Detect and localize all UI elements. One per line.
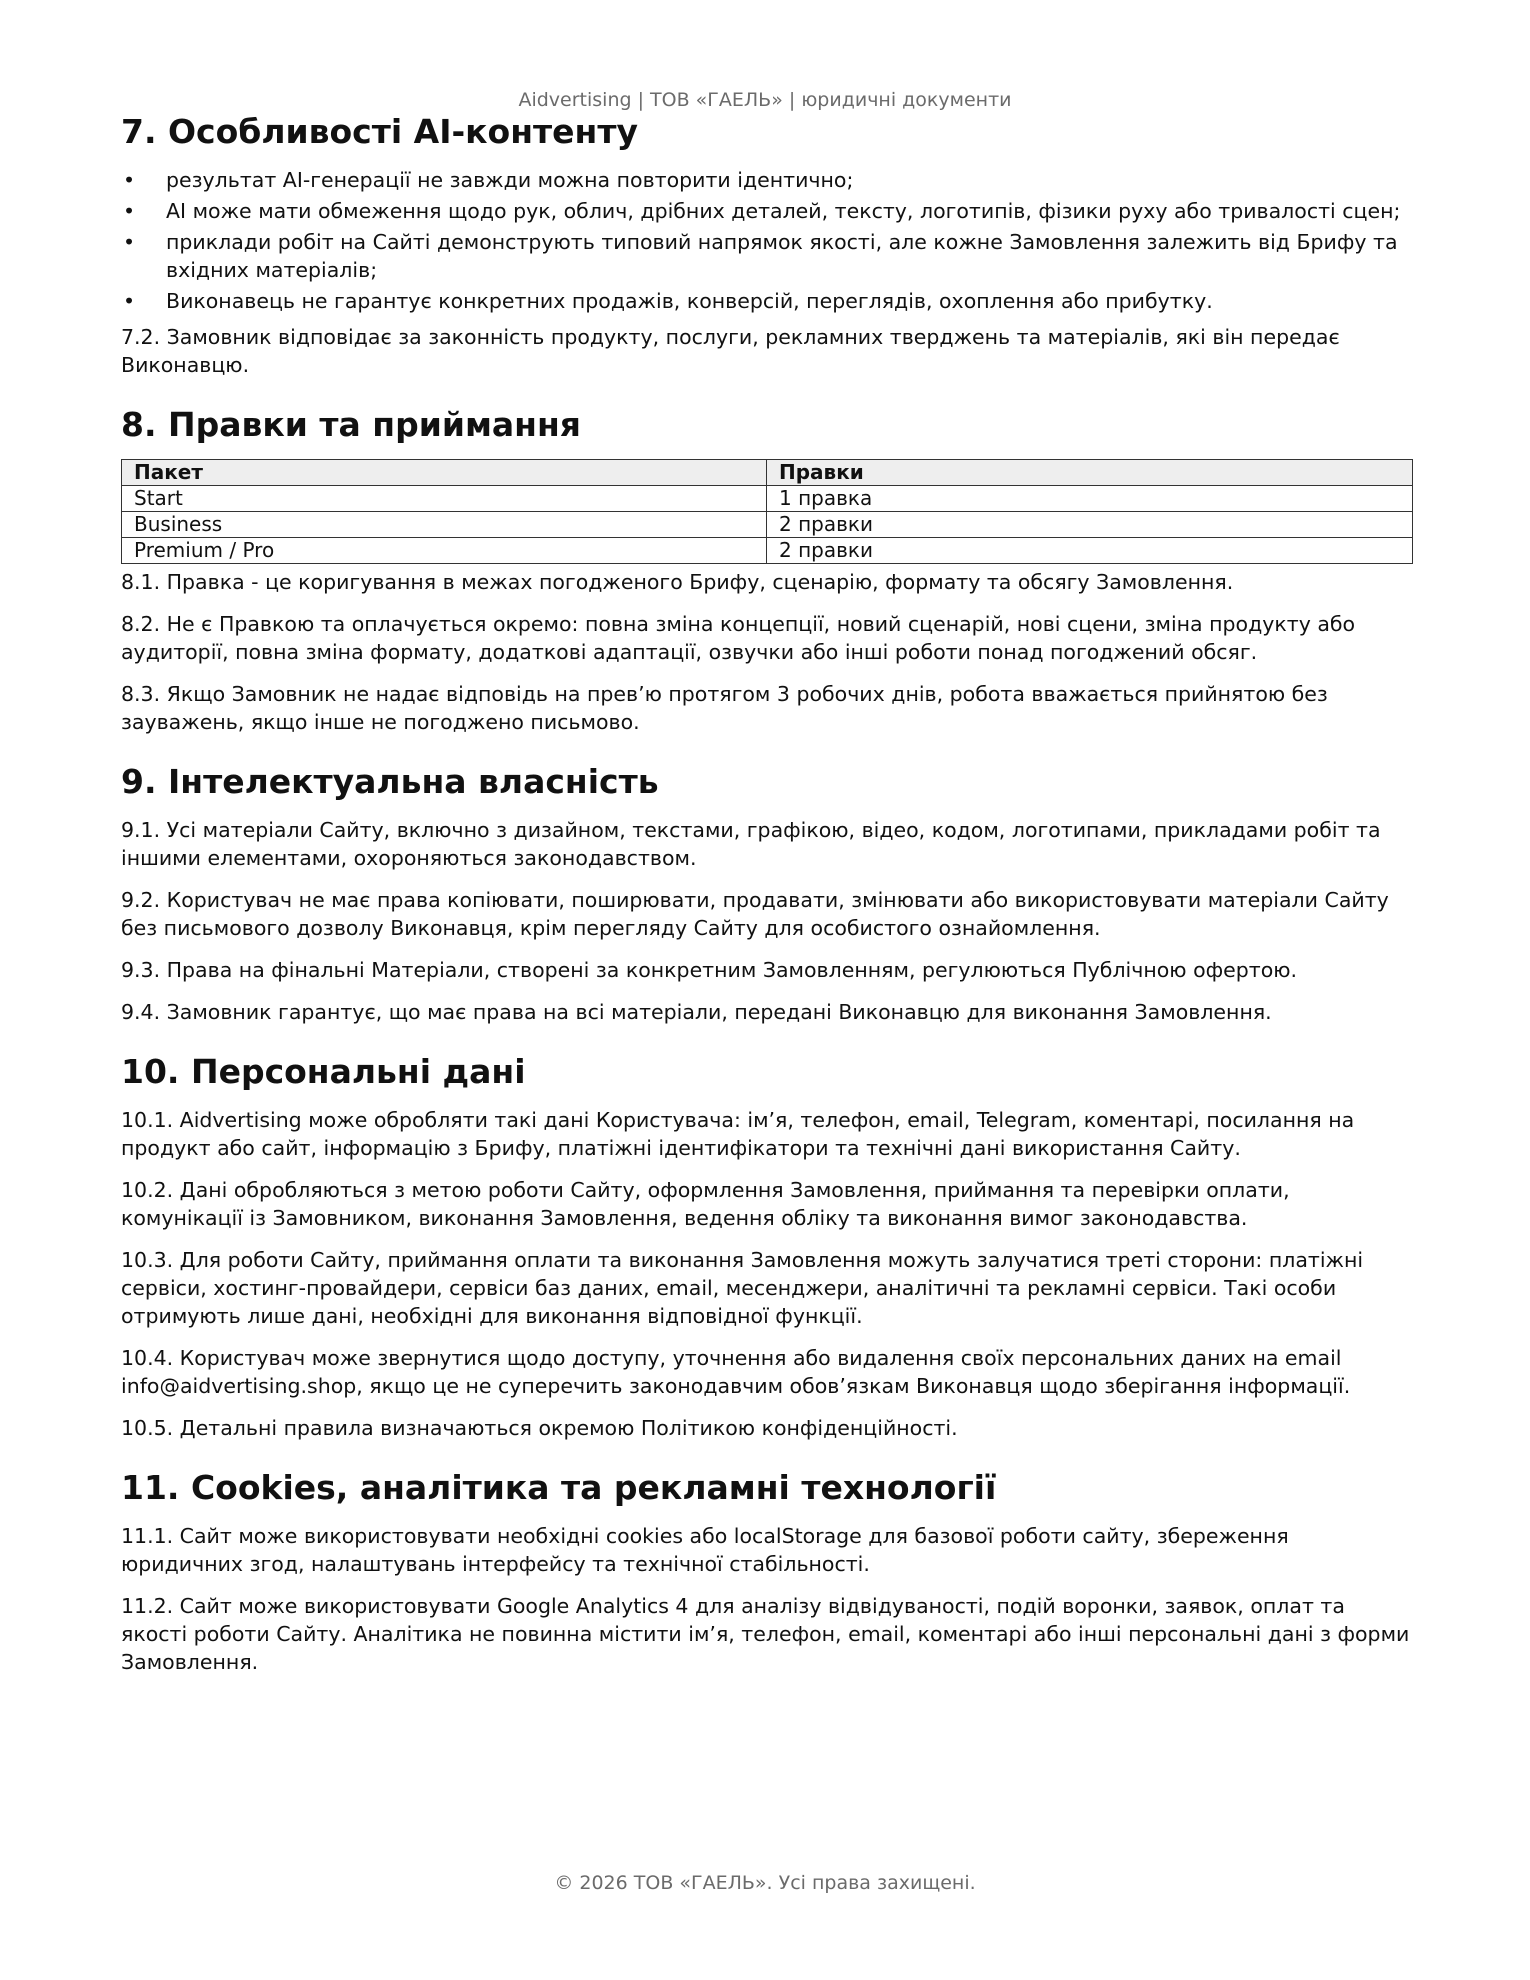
page-footer: © 2026 ТОВ «ГАЕЛЬ». Усі права захищені. [554, 1872, 976, 1894]
list-item [121, 287, 1413, 315]
table-cell: Business [122, 512, 767, 538]
bullet-icon: • [123, 230, 136, 254]
list-item [121, 228, 1413, 284]
section-11-title: 11. Cookies, аналітика та рекламні технології [121, 1468, 997, 1507]
revisions-table [121, 459, 1413, 564]
section-7 [121, 110, 1413, 379]
section-8-title: 8. Правки та приймання [121, 405, 581, 444]
paragraph-9-1: 9.1. Усі матеріали Сайту, включно з дизайном, текстами, графікою, відео, кодом, логотипами, прикладами робіт та іншими елементами, охороняються законодавством. [121, 818, 1381, 870]
section-9-title: 9. Інтелектуальна власність [121, 762, 659, 801]
section-7-bullet-list [121, 166, 1413, 315]
table-header-package: Пакет [122, 460, 767, 486]
table-cell: Start [122, 486, 767, 512]
table-cell: 2 правки [767, 512, 1413, 538]
paragraph-9-2: 9.2. Користувач не має права копіювати, поширювати, продавати, змінювати або використовувати матеріали Сайту без письмового дозволу Виконавця, крім перегляду Сайту для особистого ознайомлення. [121, 888, 1389, 940]
list-item-text: результат AI-генерації не завжди можна повторити ідентично; [166, 168, 854, 192]
bullet-icon: • [123, 199, 136, 223]
document-body [121, 110, 1413, 1690]
section-10 [121, 1050, 1413, 1442]
paragraph-11-2: 11.2. Сайт може використовувати Google Analytics 4 для аналізу відвідуваності, подій воронки, заявок, оплат та якості роботи Сайту. Аналітика не повинна містити ім’я, телефон, email, коментарі або інші персональні дані з форми Замовлення. [121, 1594, 1410, 1674]
list-item [121, 197, 1413, 225]
table-cell: 1 правка [767, 486, 1413, 512]
section-7-title: 7. Особливості AI-контенту [121, 112, 638, 151]
table-row [122, 486, 1413, 512]
table-header-revisions: Правки [767, 460, 1413, 486]
section-11 [121, 1466, 1413, 1676]
section-9 [121, 760, 1413, 1026]
paragraph-9-4: 9.4. Замовник гарантує, що має права на всі матеріали, передані Виконавцю для виконання Замовлення. [121, 1000, 1272, 1024]
paragraph-10-4: 10.4. Користувач може звернутися щодо доступу, уточнення або видалення своїх персональних даних на email info@aidvertising.shop, якщо це не суперечить законодавчим обов’язкам Виконавця щодо зберігання інформації. [121, 1346, 1351, 1398]
paragraph-8-2: 8.2. Не є Правкою та оплачується окремо: повна зміна концепції, новий сценарій, нові сцени, зміна продукту або аудиторії, повна зміна формату, додаткові адаптації, озвучки або інші роботи понад погоджений обсяг. [121, 612, 1356, 664]
paragraph-9-3: 9.3. Права на фінальні Матеріали, створені за конкретним Замовленням, регулюються Публічною офертою. [121, 958, 1298, 982]
table-header-row [122, 460, 1413, 486]
section-8 [121, 403, 1413, 736]
paragraph-7-2: 7.2. Замовник відповідає за законність продукту, послуги, рекламних тверджень та матеріалів, які він передає Виконавцю. [121, 325, 1340, 377]
paragraph-10-5: 10.5. Детальні правила визначаються окремою Політикою конфіденційності. [121, 1416, 958, 1440]
bullet-icon: • [123, 168, 136, 192]
page-header: Aidvertising | ТОВ «ГАЕЛЬ» | юридичні документи [518, 89, 1012, 111]
table-row [122, 512, 1413, 538]
bullet-icon: • [123, 289, 136, 313]
list-item-text: Виконавець не гарантує конкретних продажів, конверсій, переглядів, охоплення або прибутку. [166, 289, 1213, 313]
paragraph-10-1: 10.1. Aidvertising може обробляти такі дані Користувача: ім’я, телефон, email, Telegram, коментарі, посилання на продукт або сайт, інформацію з Брифу, платіжні ідентифікатори та технічні дані використання Сайту. [121, 1108, 1355, 1160]
paragraph-8-3: 8.3. Якщо Замовник не надає відповідь на прев’ю протягом 3 робочих днів, робота вважається прийнятою без зауважень, якщо інше не погоджено письмово. [121, 682, 1328, 734]
paragraph-10-3: 10.3. Для роботи Сайту, приймання оплати та виконання Замовлення можуть залучатися треті сторони: платіжні сервіси, хостинг-провайдери, сервіси баз даних, email, месенджери, аналітичні та рекламні сервіси. Такі особи отримують лише дані, необхідні для виконання відповідної функції. [121, 1248, 1364, 1328]
paragraph-11-1: 11.1. Сайт може використовувати необхідні cookies або localStorage для базової роботи сайту, збереження юридичних згод, налаштувань інтерфейсу та технічної стабільності. [121, 1524, 1289, 1576]
paragraph-8-1: 8.1. Правка - це коригування в межах погодженого Брифу, сценарію, формату та обсягу Замовлення. [121, 570, 1234, 594]
list-item [121, 166, 1413, 194]
table-row [122, 538, 1413, 564]
table-cell: Premium / Pro [122, 538, 767, 564]
section-10-title: 10. Персональні дані [121, 1052, 526, 1091]
list-item-text: приклади робіт на Сайті демонструють типовий напрямок якості, але кожне Замовлення залежить від Брифу та вхідних матеріалів; [166, 230, 1398, 282]
paragraph-10-2: 10.2. Дані обробляються з метою роботи Сайту, оформлення Замовлення, приймання та перевірки оплати, комунікації із Замовником, виконання Замовлення, ведення обліку та виконання вимог законодавства. [121, 1178, 1290, 1230]
list-item-text: AI може мати обмеження щодо рук, облич, дрібних деталей, тексту, логотипів, фізики руху або тривалості сцен; [166, 199, 1401, 223]
table-cell: 2 правки [767, 538, 1413, 564]
